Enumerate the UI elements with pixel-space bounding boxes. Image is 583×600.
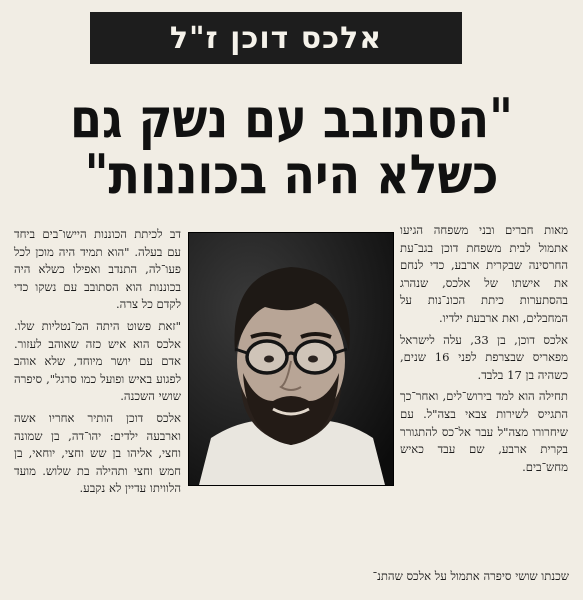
name-banner: אלכס דוכן ז"ל	[90, 12, 462, 64]
paragraph: "זאת פשוט היתה המ־נטליות שלו. אלכס הוא איש כזה שאוהב לעזור. אדם עם יושר מיוחד, שלא אוהב לפגוע באיש ופועל כמו סרגל", סיפרה שושי השכנה.	[14, 318, 181, 404]
paragraph: מאות חברים ובני משפחה הגיעו אתמול לבית משפחת דוכן בגב־עת החרסינה שבקרית ארבע, כדי לנחם את אישתו של אלכס, שנהרג בהסתערות כיתת הכונ־נות על המחבלים, ואת ארבעת ילדיו.	[400, 223, 568, 325]
article-continuation-line: שכנתו שושי סיפרה אתמול על אלכס שהתנ־	[372, 569, 569, 583]
portrait-image	[189, 233, 393, 485]
portrait-photo	[188, 232, 394, 486]
paragraph: תחילה הוא למד בירוש־לים, ואחר־כך התגייס לשירות צבאי בצה"ל. עם שיחרורו מצה"ל עבר אל־כס להתגורר בקרית ארבע, שם עבד כאיש מחש־בים.	[400, 389, 568, 474]
article-column-left	[14, 226, 181, 502]
headline-line-1: "הסתובב עם נשק גם	[69, 86, 514, 150]
headline-line-2: כשלא היה בכוננות"	[84, 142, 499, 206]
paragraph: דב לכיתת הכוננות היישו־בים ביחד עם בעלה. "הוא תמיד היה מוכן לכל פעו־לה, התנדב ואפילו כשלא היה בכוננות הוא הסתובב עם נשקו כדי לקדם כל צרה.	[14, 227, 181, 312]
paragraph: אלכס דוכן הותיר אחריו אשה וארבעה ילדים: יהו־דה, בן שמונה וחצי, אליהו בן שש וחצי, יוחאי, בן חמש וחצי ותהילה בת שלוש. מועד הלוויתו עדיין לא נקבע.	[14, 410, 181, 496]
paragraph: אלכס דוכן, בן 33, עלה לישראל מפאריס שבצרפת לפני 16 שנים, כשהיה בן 17 בלבד.	[400, 332, 568, 382]
article-column-right	[400, 222, 568, 480]
